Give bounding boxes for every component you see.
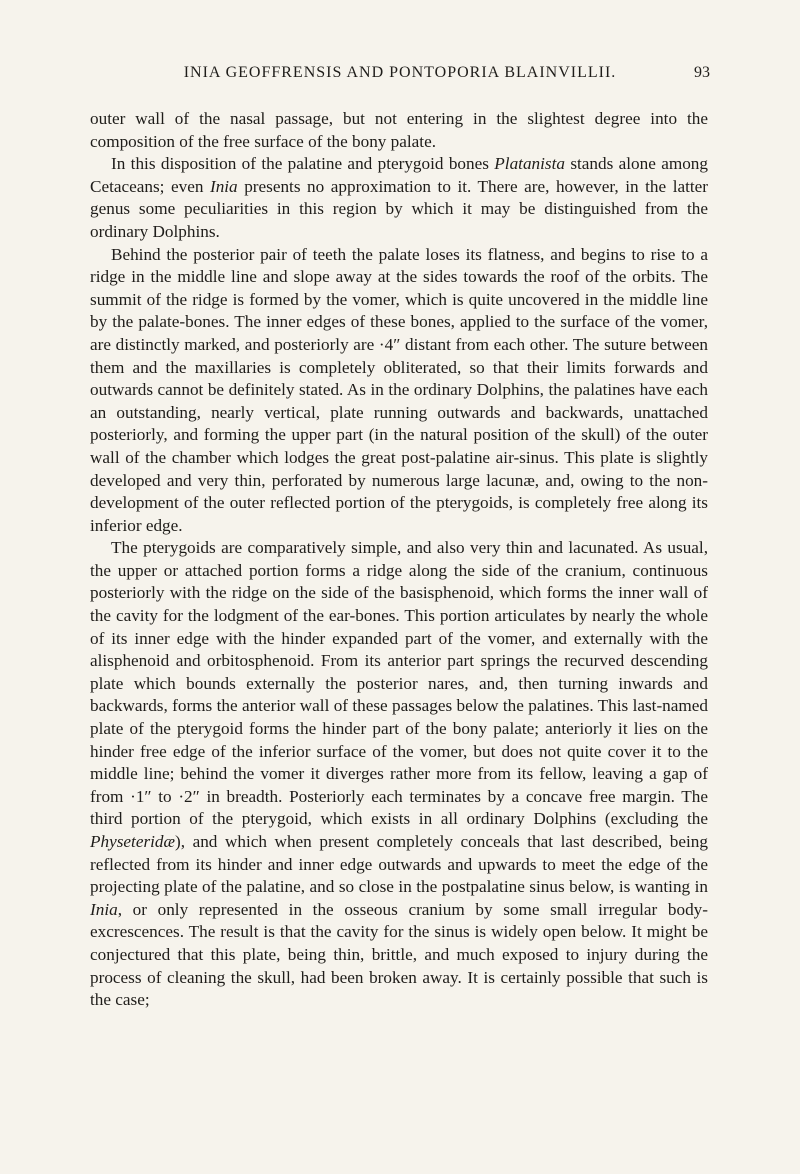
body-text — [90, 108, 708, 1012]
page-header — [90, 64, 710, 88]
genus-name: Inia — [209, 176, 238, 196]
text-run: The pterygoids are comparatively simple, and also very thin and lacunated. As usual, the upper or attached portion forms a ridge along the side of the cranium, continuous posteriorly with the ridge on the side of the basisphenoid, which forms the inner wall of the cavity for the lodgment of the ear-bones. This portion articulates by nearly the whole of its inner edge with the hinder expanded part of the vomer, and externally with the alisphenoid and orbitosphenoid. From its anterior part springs the recurved descending plate which bounds externally the posterior nares, and, then turning inwards and backwards, forms the anterior wall of these passages below the palatines. This last-named plate of the pterygoid forms the hinder part of the bony palate; anteriorly it lies on the hinder free edge of the inferior surface of the vomer, but does not quite cover it to the middle line; behind the vomer it diverges rather more from its fellow, leaving a gap of from ·1″ to ·2″ in breadth. Posteriorly each terminates by a concave free margin. The third portion of the pterygoid, which exists in all ordinary Dolphins (excluding the — [90, 538, 708, 829]
paragraph — [90, 153, 708, 243]
paragraph — [90, 108, 708, 153]
genus-name: Inia — [90, 899, 118, 919]
text-run: , or only represented in the osseous cranium by some small irregular body-excrescences. The result is that the cavity for the sinus is widely open below. It might be conjectured that this plate, being thin, brittle, and much exposed to injury during the process of cleaning the skull, had been broken away. It is certainly possible that such is the case; — [90, 899, 708, 1010]
text-run: ), and which when present completely conceals that last described, being reflected from its hinder and inner edge outwards and upwards to meet the edge of the projecting plate of the palatine, and so close in the postpalatine sinus below, is wanting in — [90, 832, 708, 897]
text-run: outer wall of the nasal passage, but not entering in the slightest degree into the composition of the free surface of the bony palate. — [90, 109, 708, 151]
paragraph — [90, 537, 708, 1011]
running-title: INIA GEOFFRENSIS AND PONTOPORIA BLAINVILLII. — [183, 64, 617, 81]
family-name: Physeteridæ — [90, 832, 175, 851]
text-run: In this disposition of the palatine and pterygoid bones — [111, 154, 495, 174]
genus-name: Platanista — [494, 154, 565, 174]
text-run: presents no approximation to it. There are, however, in the latter genus some peculiarities in this region by which it may be distinguished from the ordinary Dolphins. — [90, 176, 708, 241]
page-number: 93 — [694, 64, 710, 81]
text-run: Behind the posterior pair of teeth the palate loses its flatness, and begins to rise to a ridge in the middle line and slope away at the sides towards the roof of the orbits. The summit of the ridge is formed by the vomer, which is quite uncovered in the middle line by the palate-bones. The inner edges of these bones, applied to the surface of the vomer, are distinctly marked, and posteriorly are ·4″ distant from each other. The suture between them and the maxillaries is completely obliterated, so that their limits forwards and outwards cannot be definitely stated. As in the ordinary Dolphins, the palatines have each an outstanding, nearly vertical, plate running outwards and backwards, unattached posteriorly, and forming the upper part (in the natural position of the skull) of the outer wall of the chamber which lodges the great post-palatine air-sinus. This plate is slightly developed and very thin, perforated by numerous large lacunæ, and, owing to the non-development of the outer reflected portion of the pterygoids, is completely free along its inferior edge. — [90, 244, 708, 535]
paragraph — [90, 244, 708, 538]
text-run: stands alone among Cetaceans; even — [90, 154, 708, 196]
